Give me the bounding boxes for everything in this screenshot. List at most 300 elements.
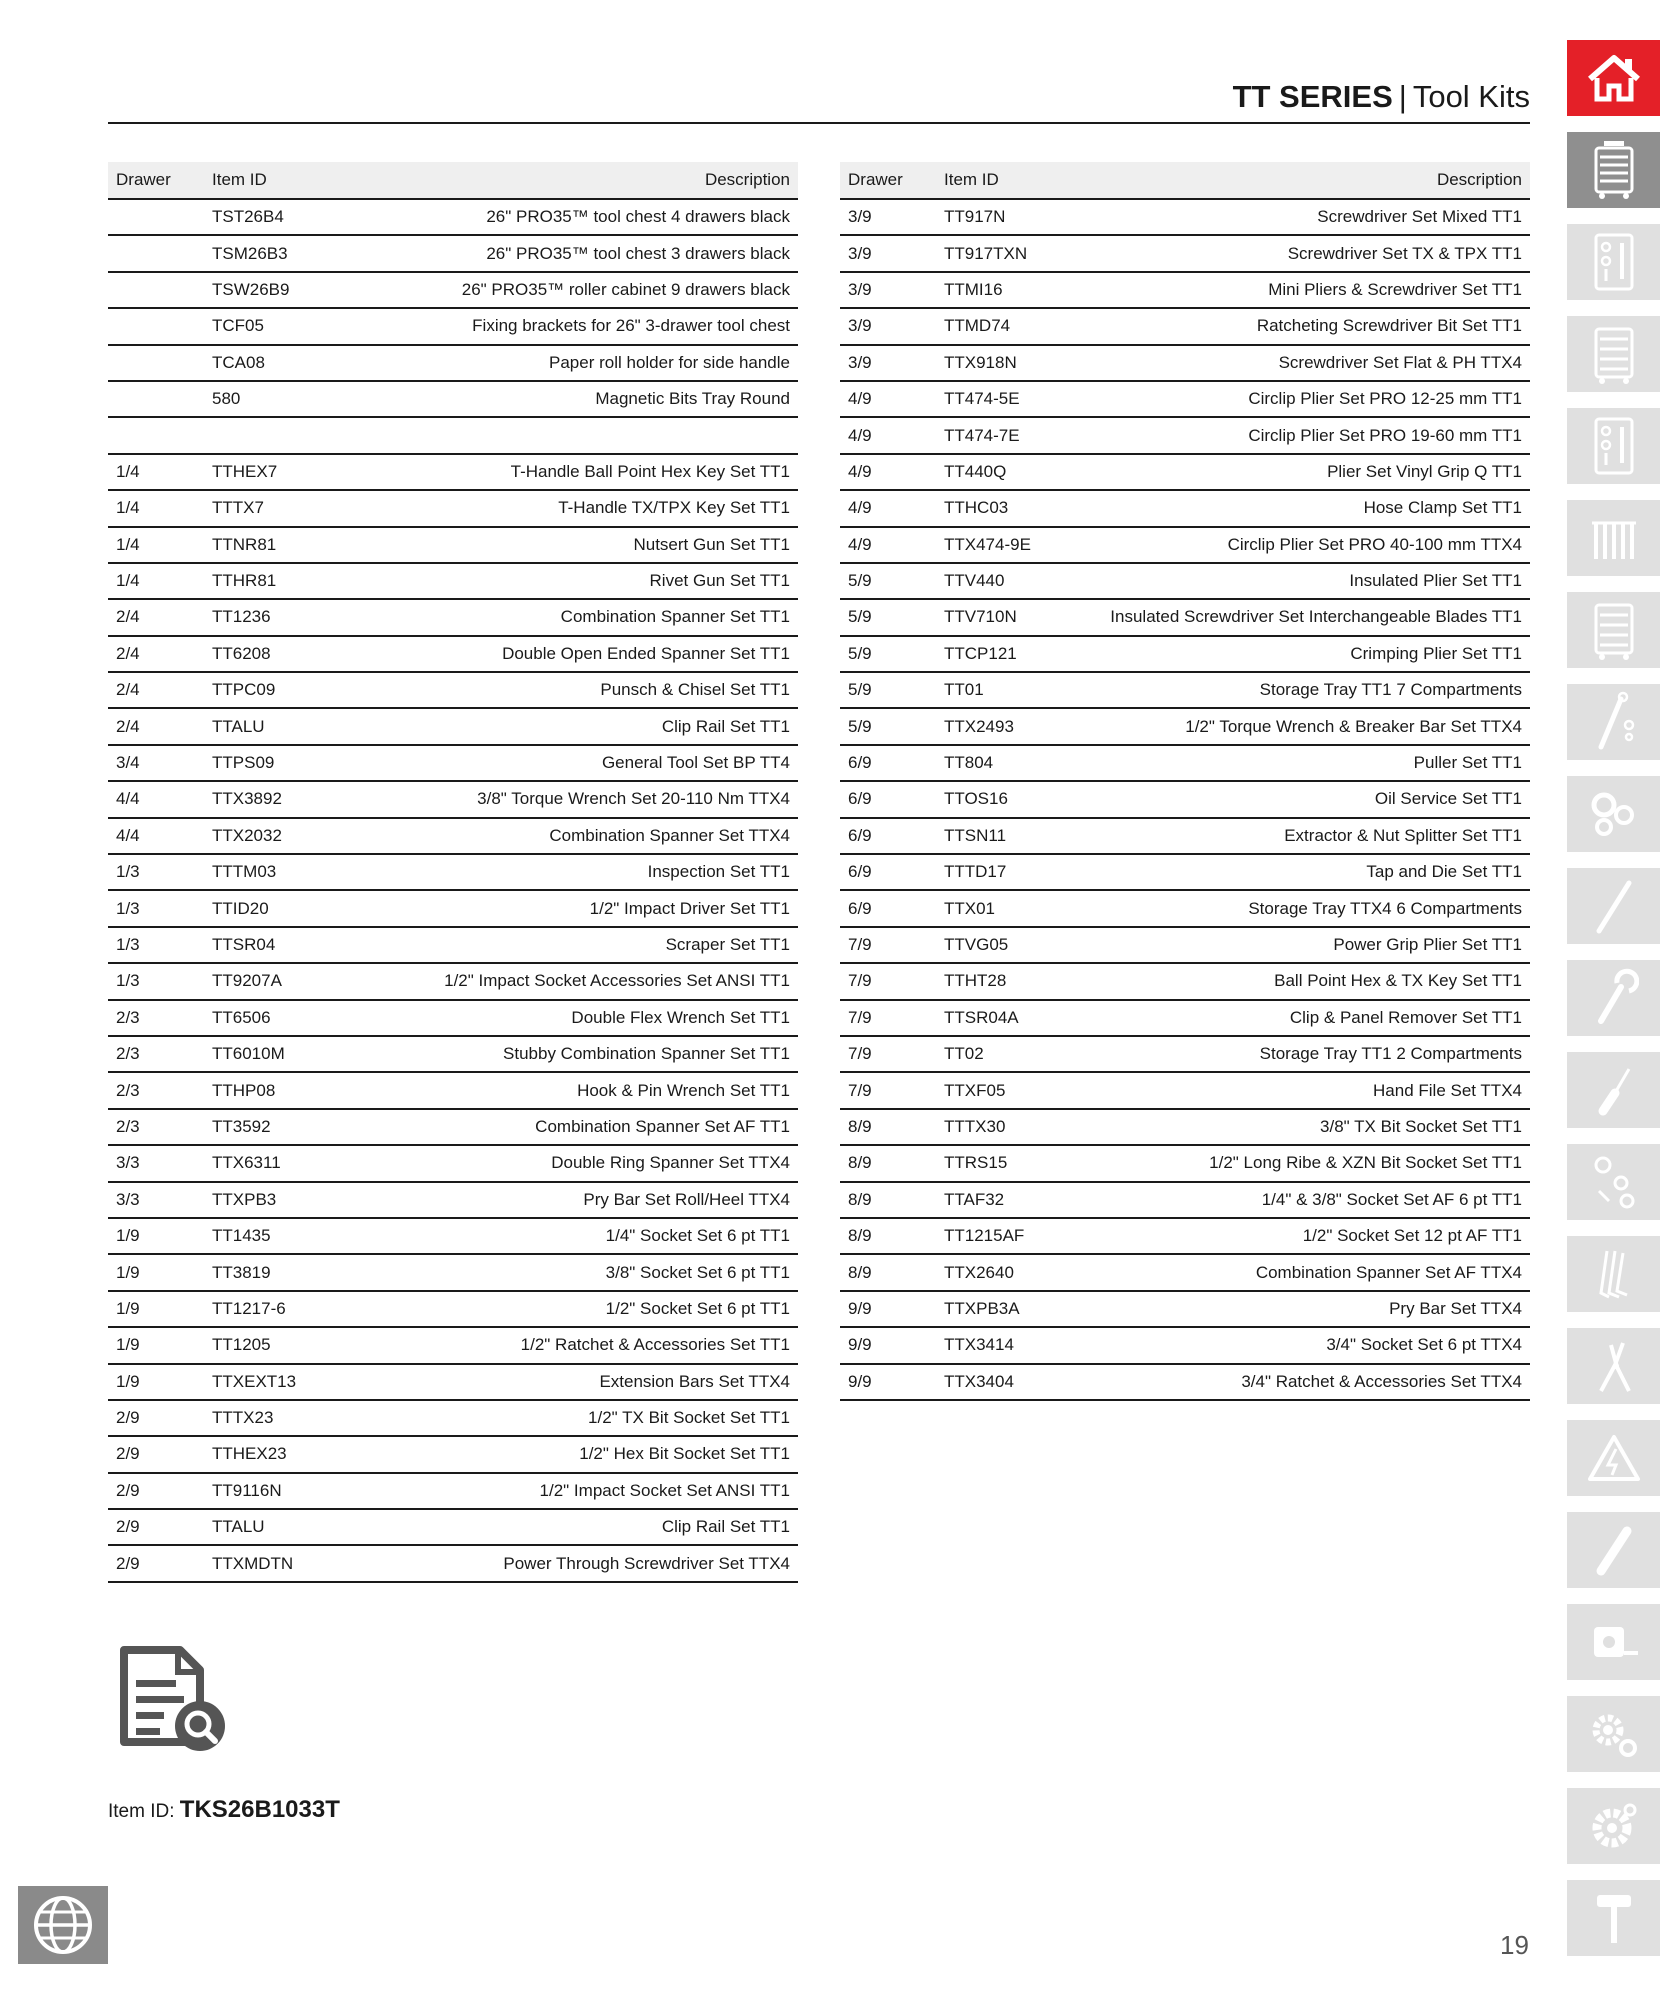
description-cell: Clip Rail Set TT1 — [360, 1509, 798, 1545]
table-row — [840, 272, 1530, 308]
drawer-cell: 1/3 — [108, 854, 204, 890]
wrench-icon — [1589, 967, 1639, 1029]
item-id-cell: TTMI16 — [936, 272, 1092, 308]
item-id-cell: TTTM03 — [204, 854, 360, 890]
drawer-cell: 3/3 — [108, 1145, 204, 1181]
item-id-cell: TTRS15 — [936, 1145, 1092, 1181]
item-id-cell: TTX2032 — [204, 818, 360, 854]
sidebar-tab-hex-keys[interactable] — [1567, 1236, 1660, 1312]
item-id-cell: TTX2640 — [936, 1254, 1092, 1290]
description-cell: Plier Set Vinyl Grip Q TT1 — [1092, 454, 1530, 490]
table-row — [108, 1436, 798, 1472]
item-id-value: TKS26B1033T — [179, 1796, 340, 1823]
description-cell: Storage Tray TT1 2 Compartments — [1092, 1036, 1530, 1072]
description-cell: 1/2" TX Bit Socket Set TT1 — [360, 1400, 798, 1436]
description-cell: Screwdriver Set Flat & PH TTX4 — [1092, 345, 1530, 381]
globe-icon — [31, 1893, 95, 1957]
table-row — [108, 599, 798, 635]
item-id-cell: TST26B4 — [204, 199, 360, 235]
item-id-cell: TTHT28 — [936, 963, 1092, 999]
item-id-cell: TT917TXN — [936, 235, 1092, 271]
table-row — [108, 199, 798, 235]
table-row — [108, 1218, 798, 1254]
item-id-cell: TT6506 — [204, 1000, 360, 1036]
item-id-cell: TTX01 — [936, 890, 1092, 926]
home-icon — [1586, 53, 1642, 103]
drawer-cell: 5/9 — [840, 599, 936, 635]
contents-table-left — [108, 162, 798, 1583]
drawer-cell: 3/9 — [840, 272, 936, 308]
drawer-cell: 7/9 — [840, 1072, 936, 1108]
sidebar-tab-tool-boards[interactable] — [1567, 224, 1660, 300]
description-cell: Circlip Plier Set PRO 19-60 mm TT1 — [1092, 417, 1530, 453]
item-id-cell: TT9207A — [204, 963, 360, 999]
description-cell: Combination Spanner Set AF TTX4 — [1092, 1254, 1530, 1290]
table-row — [840, 745, 1530, 781]
drawer-cell: 1/4 — [108, 527, 204, 563]
sidebar-tab-sockets[interactable] — [1567, 776, 1660, 852]
table-row — [108, 1364, 798, 1400]
item-id-cell: TTAF32 — [936, 1182, 1092, 1218]
description-cell: Combination Spanner Set AF TT1 — [360, 1109, 798, 1145]
table-row — [840, 1145, 1530, 1181]
column-header-item-id: Item ID — [936, 162, 1092, 199]
table-row — [108, 854, 798, 890]
sidebar-tab-hammers[interactable] — [1567, 1880, 1660, 1956]
description-cell: T-Handle Ball Point Hex Key Set TT1 — [360, 454, 798, 490]
drawer-cell: 1/4 — [108, 454, 204, 490]
drawer-cell: 5/9 — [840, 636, 936, 672]
item-id-cell: TT804 — [936, 745, 1092, 781]
drawer-cell — [108, 381, 204, 417]
table-row — [840, 308, 1530, 344]
description-cell: Pry Bar Set Roll/Heel TTX4 — [360, 1182, 798, 1218]
table-row — [108, 1145, 798, 1181]
screwdriver-icon — [1589, 1059, 1639, 1121]
drawer-cell: 4/9 — [840, 527, 936, 563]
item-id-cell: TT1217-6 — [204, 1291, 360, 1327]
drawer-cell — [108, 417, 204, 453]
description-cell: Power Through Screwdriver Set TTX4 — [360, 1545, 798, 1581]
drawer-cell: 8/9 — [840, 1182, 936, 1218]
description-cell: Paper roll holder for side handle — [360, 345, 798, 381]
sidebar-tab-roller-cabinets[interactable] — [1567, 132, 1660, 208]
table-row — [840, 890, 1530, 926]
table-row — [108, 963, 798, 999]
description-cell: Power Grip Plier Set TT1 — [1092, 927, 1530, 963]
item-id-cell: TTXPB3 — [204, 1182, 360, 1218]
description-cell: 1/2" Hex Bit Socket Set TT1 — [360, 1436, 798, 1472]
description-cell: 26" PRO35™ tool chest 3 drawers black — [360, 235, 798, 271]
drawer-cell: 4/4 — [108, 781, 204, 817]
description-cell: Screwdriver Set Mixed TT1 — [1092, 199, 1530, 235]
torque-wrench-icon — [1589, 691, 1639, 753]
description-cell: 3/8" TX Bit Socket Set TT1 — [1092, 1109, 1530, 1145]
item-id-cell: TT1215AF — [936, 1218, 1092, 1254]
globe-button[interactable] — [18, 1886, 108, 1964]
drawer-cell: 1/9 — [108, 1291, 204, 1327]
description-cell: Ball Point Hex & TX Key Set TT1 — [1092, 963, 1530, 999]
drawer-cell: 3/9 — [840, 235, 936, 271]
description-cell: Double Flex Wrench Set TT1 — [360, 1000, 798, 1036]
table-header-row — [840, 162, 1530, 199]
item-id-cell: TT01 — [936, 672, 1092, 708]
table-row — [840, 1327, 1530, 1363]
item-id-cell: TT6010M — [204, 1036, 360, 1072]
drawer-cell: 9/9 — [840, 1327, 936, 1363]
item-id-cell: TTSN11 — [936, 818, 1092, 854]
item-id-cell: TTMD74 — [936, 308, 1092, 344]
table-row — [840, 199, 1530, 235]
drawer-cell: 9/9 — [840, 1291, 936, 1327]
item-id-cell: TTX2493 — [936, 708, 1092, 744]
sidebar-tab-service-tools[interactable] — [1567, 1696, 1660, 1772]
item-id-label: Item ID: — [108, 1801, 175, 1822]
description-cell: 1/4" Socket Set 6 pt TT1 — [360, 1218, 798, 1254]
drawer-cell: 3/9 — [840, 345, 936, 381]
description-cell: 3/8" Torque Wrench Set 20-110 Nm TTX4 — [360, 781, 798, 817]
item-id-cell: TTTX23 — [204, 1400, 360, 1436]
description-cell: T-Handle TX/TPX Key Set TT1 — [360, 490, 798, 526]
sidebar-tab-workshop[interactable] — [1567, 1788, 1660, 1864]
column-header-drawer: Drawer — [840, 162, 936, 199]
description-cell: Puller Set TT1 — [1092, 745, 1530, 781]
item-id-cell: TTTX7 — [204, 490, 360, 526]
item-id-cell: TT474-5E — [936, 381, 1092, 417]
table-header-row — [108, 162, 798, 199]
drawer-cell: 2/3 — [108, 1036, 204, 1072]
drawer-cell: 1/3 — [108, 890, 204, 926]
drawer-cell: 2/9 — [108, 1436, 204, 1472]
description-cell: Screwdriver Set TX & TPX TT1 — [1092, 235, 1530, 271]
column-header-item-id: Item ID — [204, 162, 360, 199]
description-cell: Extractor & Nut Splitter Set TT1 — [1092, 818, 1530, 854]
sidebar-tab-measuring[interactable] — [1567, 1604, 1660, 1680]
measuring-tape-icon — [1586, 1617, 1642, 1667]
description-cell: Pry Bar Set TTX4 — [1092, 1291, 1530, 1327]
table-row — [840, 490, 1530, 526]
table-row — [840, 1000, 1530, 1036]
drawer-cell: 8/9 — [840, 1254, 936, 1290]
gear-icon — [1586, 1798, 1642, 1854]
description-cell: General Tool Set BP TT4 — [360, 745, 798, 781]
drawer-cell: 2/4 — [108, 599, 204, 635]
hammer-icon — [1589, 1887, 1639, 1949]
table-row — [108, 1036, 798, 1072]
description-cell: Crimping Plier Set TT1 — [1092, 636, 1530, 672]
drawer-cell: 1/9 — [108, 1254, 204, 1290]
item-id-cell: TTSR04A — [936, 1000, 1092, 1036]
item-id-cell: TTX6311 — [204, 1145, 360, 1181]
item-id-cell: TTXPB3A — [936, 1291, 1092, 1327]
drawer-cell — [108, 308, 204, 344]
table-row — [108, 1182, 798, 1218]
table-row — [840, 563, 1530, 599]
description-cell: Inspection Set TT1 — [360, 854, 798, 890]
description-cell: 1/2" Impact Socket Accessories Set ANSI TT1 — [360, 963, 798, 999]
item-id-cell: TTV710N — [936, 599, 1092, 635]
table-row — [108, 527, 798, 563]
item-id-cell: TTTD17 — [936, 854, 1092, 890]
contents-table-right — [840, 162, 1530, 1401]
description-cell: 1/4" & 3/8" Socket Set AF 6 pt TT1 — [1092, 1182, 1530, 1218]
drawer-cell: 2/9 — [108, 1400, 204, 1436]
description-cell: Storage Tray TT1 7 Compartments — [1092, 672, 1530, 708]
socket-icon — [1586, 789, 1642, 839]
table-row — [840, 854, 1530, 890]
item-id-cell: TTX3892 — [204, 781, 360, 817]
table-row — [108, 927, 798, 963]
sidebar-tab-tool-chests[interactable] — [1567, 316, 1660, 392]
drawer-cell: 1/4 — [108, 563, 204, 599]
item-id-cell: TCA08 — [204, 345, 360, 381]
item-id-cell: TTTX30 — [936, 1109, 1092, 1145]
drawer-cell: 4/9 — [840, 381, 936, 417]
drawer-cell: 2/4 — [108, 708, 204, 744]
tool-board-icon — [1592, 415, 1636, 477]
table-row — [108, 235, 798, 271]
table-row — [840, 381, 1530, 417]
table-row — [108, 563, 798, 599]
description-cell: Hose Clamp Set TT1 — [1092, 490, 1530, 526]
table-row — [840, 1072, 1530, 1108]
table-row — [108, 272, 798, 308]
table-row — [108, 345, 798, 381]
item-id-cell: TTHR81 — [204, 563, 360, 599]
description-cell: 3/4" Socket Set 6 pt TTX4 — [1092, 1327, 1530, 1363]
table-row — [108, 1000, 798, 1036]
sidebar-tab-screwdrivers-2[interactable] — [1567, 1052, 1660, 1128]
description-cell — [360, 417, 798, 453]
table-row — [840, 963, 1530, 999]
series-name: TT SERIES — [1232, 79, 1393, 114]
description-cell: Combination Spanner Set TT1 — [360, 599, 798, 635]
item-id-cell: TT3592 — [204, 1109, 360, 1145]
gears-icon — [1586, 1706, 1642, 1762]
description-cell: Combination Spanner Set TTX4 — [360, 818, 798, 854]
roller-cabinet-icon — [1590, 139, 1638, 201]
table-row — [840, 708, 1530, 744]
table-row — [840, 1182, 1530, 1218]
description-cell: Clip Rail Set TT1 — [360, 708, 798, 744]
description-cell: Double Ring Spanner Set TTX4 — [360, 1145, 798, 1181]
table-row — [108, 454, 798, 490]
drawer-cell: 4/9 — [840, 417, 936, 453]
drawer-cell — [108, 345, 204, 381]
drawer-cell: 2/3 — [108, 1109, 204, 1145]
description-cell: Rivet Gun Set TT1 — [360, 563, 798, 599]
hex-key-icon — [1589, 1243, 1639, 1305]
item-id-cell: TT3819 — [204, 1254, 360, 1290]
description-cell: 26" PRO35™ roller cabinet 9 drawers black — [360, 272, 798, 308]
table-row — [840, 818, 1530, 854]
drawer-cell: 6/9 — [840, 745, 936, 781]
drawer-cell: 2/4 — [108, 672, 204, 708]
description-cell: Clip & Panel Remover Set TT1 — [1092, 1000, 1530, 1036]
drawer-cell: 7/9 — [840, 1036, 936, 1072]
sidebar-tab-electrical[interactable] — [1567, 1420, 1660, 1496]
description-cell: Extension Bars Set TTX4 — [360, 1364, 798, 1400]
item-id-cell — [204, 417, 360, 453]
sidebar-tab-pliers[interactable] — [1567, 1328, 1660, 1404]
item-id-cell: TTALU — [204, 708, 360, 744]
drawer-cell: 8/9 — [840, 1218, 936, 1254]
table-row — [840, 1218, 1530, 1254]
description-cell: Hand File Set TTX4 — [1092, 1072, 1530, 1108]
drawer-cell: 7/9 — [840, 927, 936, 963]
electrical-warning-icon — [1586, 1431, 1642, 1485]
drawer-cell: 2/4 — [108, 636, 204, 672]
description-cell: 1/2" Impact Driver Set TT1 — [360, 890, 798, 926]
drawer-cell: 6/9 — [840, 818, 936, 854]
tool-board-icon — [1592, 231, 1636, 293]
drawer-cell: 1/3 — [108, 963, 204, 999]
item-id-cell: TTHC03 — [936, 490, 1092, 526]
table-row — [840, 636, 1530, 672]
description-cell: Nutsert Gun Set TT1 — [360, 527, 798, 563]
sidebar-tab-wrenches[interactable] — [1567, 960, 1660, 1036]
description-cell: Fixing brackets for 26" 3-drawer tool chest — [360, 308, 798, 344]
item-id-cell: TTX918N — [936, 345, 1092, 381]
table-row — [108, 381, 798, 417]
table-row — [840, 927, 1530, 963]
sidebar-tab-roller-cabinets-2[interactable] — [1567, 592, 1660, 668]
sidebar-tab-screwdrivers[interactable] — [1567, 868, 1660, 944]
sidebar-tab-home[interactable] — [1567, 40, 1660, 116]
item-id-cell: TSM26B3 — [204, 235, 360, 271]
table-row — [840, 1109, 1530, 1145]
item-id-cell: TTHEX23 — [204, 1436, 360, 1472]
sidebar-tab-bits[interactable] — [1567, 1144, 1660, 1220]
drawer-cell: 8/9 — [840, 1145, 936, 1181]
item-id-cell: TTHEX7 — [204, 454, 360, 490]
column-header-drawer: Drawer — [108, 162, 204, 199]
table-row — [840, 781, 1530, 817]
table-row — [108, 417, 798, 453]
table-row — [108, 308, 798, 344]
description-cell: 3/8" Socket Set 6 pt TT1 — [360, 1254, 798, 1290]
description-cell: Magnetic Bits Tray Round — [360, 381, 798, 417]
table-row — [840, 417, 1530, 453]
description-cell: 1/2" Ratchet & Accessories Set TT1 — [360, 1327, 798, 1363]
table-row — [840, 235, 1530, 271]
drawer-cell: 4/9 — [840, 490, 936, 526]
drawer-cell: 7/9 — [840, 963, 936, 999]
item-id-cell: TTXMDTN — [204, 1545, 360, 1581]
roller-cabinet-icon — [1590, 599, 1638, 661]
sidebar-tab-cutters[interactable] — [1567, 1512, 1660, 1588]
description-cell: Hook & Pin Wrench Set TT1 — [360, 1072, 798, 1108]
drawer-cell: 9/9 — [840, 1364, 936, 1400]
category-sidebar — [1567, 40, 1660, 1972]
drawer-cell: 7/9 — [840, 1000, 936, 1036]
drawer-cell: 6/9 — [840, 854, 936, 890]
description-cell: 26" PRO35™ tool chest 4 drawers black — [360, 199, 798, 235]
table-row — [108, 1400, 798, 1436]
drawer-cell: 5/9 — [840, 563, 936, 599]
drawer-cell: 3/9 — [840, 308, 936, 344]
table-row — [840, 1364, 1530, 1400]
description-cell: 1/2" Torque Wrench & Breaker Bar Set TTX4 — [1092, 708, 1530, 744]
table-row — [840, 1254, 1530, 1290]
description-cell: 1/2" Socket Set 12 pt AF TT1 — [1092, 1218, 1530, 1254]
description-cell: Circlip Plier Set PRO 12-25 mm TT1 — [1092, 381, 1530, 417]
table-row — [108, 636, 798, 672]
description-cell: Stubby Combination Spanner Set TT1 — [360, 1036, 798, 1072]
table-row — [840, 1291, 1530, 1327]
drawer-cell: 1/9 — [108, 1218, 204, 1254]
table-row — [108, 708, 798, 744]
description-cell: Insulated Plier Set TT1 — [1092, 563, 1530, 599]
item-id-cell: TT1435 — [204, 1218, 360, 1254]
column-header-description: Description — [360, 162, 798, 199]
description-cell: Storage Tray TTX4 6 Compartments — [1092, 890, 1530, 926]
drawer-cell: 6/9 — [840, 890, 936, 926]
drawer-cell: 4/4 — [108, 818, 204, 854]
tool-chest-icon — [1590, 323, 1638, 385]
sidebar-tab-spanner-sets[interactable] — [1567, 500, 1660, 576]
column-header-description: Description — [1092, 162, 1530, 199]
item-id-cell: TTX3414 — [936, 1327, 1092, 1363]
item-id-cell: TT474-7E — [936, 417, 1092, 453]
cutter-icon — [1589, 1519, 1639, 1581]
sidebar-tab-tool-boards-2[interactable] — [1567, 408, 1660, 484]
table-row — [108, 1473, 798, 1509]
drawer-cell: 2/9 — [108, 1545, 204, 1581]
table-row — [108, 1109, 798, 1145]
drawer-cell: 1/4 — [108, 490, 204, 526]
description-cell: 1/2" Impact Socket Set ANSI TT1 — [360, 1473, 798, 1509]
item-id-cell: TT1236 — [204, 599, 360, 635]
table-row — [108, 745, 798, 781]
page-subtitle: Tool Kits — [1412, 79, 1530, 114]
drawer-cell — [108, 235, 204, 271]
screwdriver-icon — [1589, 875, 1639, 937]
table-row — [108, 781, 798, 817]
table-row — [108, 1072, 798, 1108]
table-row — [840, 527, 1530, 563]
item-id-cell: TTHP08 — [204, 1072, 360, 1108]
drawer-cell: 3/9 — [840, 199, 936, 235]
bits-icon — [1589, 1151, 1639, 1213]
item-id-cell: TT1205 — [204, 1327, 360, 1363]
description-cell: Double Open Ended Spanner Set TT1 — [360, 636, 798, 672]
page-header — [108, 70, 1530, 124]
drawer-cell: 2/9 — [108, 1473, 204, 1509]
item-id-cell: TT6208 — [204, 636, 360, 672]
page-title — [1233, 79, 1530, 114]
item-id-cell: TT02 — [936, 1036, 1092, 1072]
description-cell: Mini Pliers & Screwdriver Set TT1 — [1092, 272, 1530, 308]
table-row — [840, 345, 1530, 381]
table-row — [108, 818, 798, 854]
description-cell: Scraper Set TT1 — [360, 927, 798, 963]
drawer-cell: 3/3 — [108, 1182, 204, 1218]
drawer-cell: 5/9 — [840, 672, 936, 708]
table-row — [108, 490, 798, 526]
description-cell: Tap and Die Set TT1 — [1092, 854, 1530, 890]
item-id-cell: TTX3404 — [936, 1364, 1092, 1400]
item-id-cell: TTX474-9E — [936, 527, 1092, 563]
drawer-cell: 4/9 — [840, 454, 936, 490]
description-cell: 3/4" Ratchet & Accessories Set TTX4 — [1092, 1364, 1530, 1400]
description-cell: Oil Service Set TT1 — [1092, 781, 1530, 817]
item-id-cell: TTSR04 — [204, 927, 360, 963]
table-row — [108, 672, 798, 708]
description-cell: Punsch & Chisel Set TT1 — [360, 672, 798, 708]
sidebar-tab-torque-tools[interactable] — [1567, 684, 1660, 760]
table-row — [840, 454, 1530, 490]
